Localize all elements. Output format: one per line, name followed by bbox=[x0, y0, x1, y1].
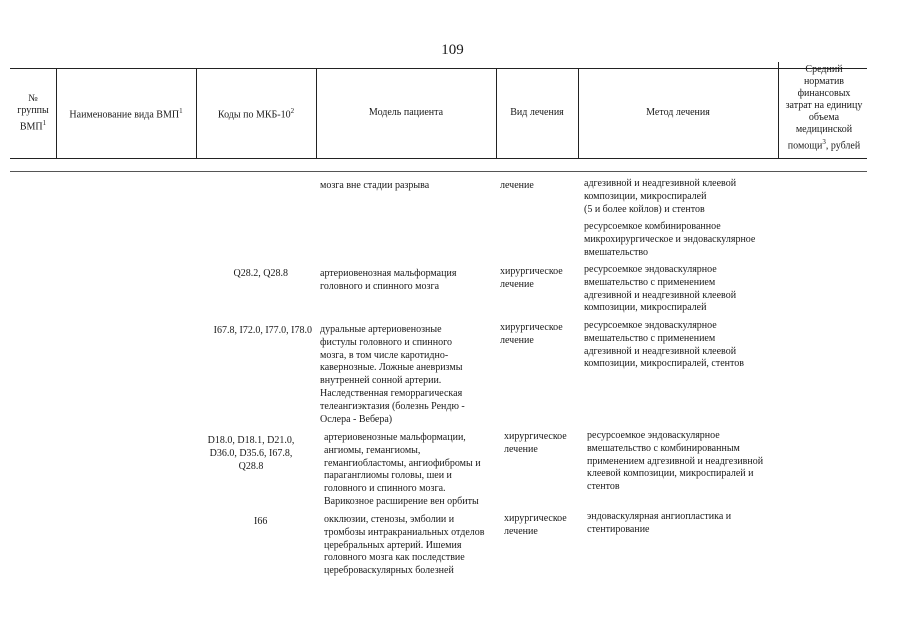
row5-patient-model: артериовенозные мальформации, ангиомы, гемангиомы, гемангиобластомы, ангиофибромы и параганглиомы головы, шеи и головного и спинного мозга. Варикозное расширение вен орбиты bbox=[324, 432, 481, 507]
row3-treatment-type: хирургическое лечение bbox=[500, 266, 563, 290]
header-cost-norm: Средний норматив финансовых затрат на единицу объема медицинской помощи$^3$, рублей bbox=[785, 63, 863, 152]
body-top-border bbox=[10, 171, 867, 172]
row5-treatment-method: ресурсоемкое эндоваскулярное вмешательство с комбинированным применением адгезивной и неадгезивной клеевой композиции, микроспиралей и стентов bbox=[587, 430, 764, 493]
row3-treatment-method: ресурсоемкое эндоваскулярное вмешательство с применением адгезивной и неадгезивной клеевой композиции, микроспиралей bbox=[584, 264, 737, 314]
row4-icd-codes: I67.8, I72.0, I77.0, I78.0 bbox=[213, 325, 312, 336]
row4-treatment-method: ресурсоемкое эндоваскулярное вмешательство с применением адгезивной и неадгезивной клеевой композиции, микроспиралей, стентов bbox=[584, 320, 744, 370]
header-treatment-type: Вид лечения bbox=[510, 107, 564, 118]
header-group-number: № группы ВМП$^1$ bbox=[17, 92, 49, 133]
header-patient-model: Модель пациента bbox=[368, 107, 444, 118]
row6-treatment-type: хирургическое лечение bbox=[504, 513, 567, 537]
row2-treatment-method: ресурсоемкое комбинированное микрохирургическое и эндоваскулярное вмешательство bbox=[584, 221, 756, 258]
row3-icd-codes: Q28.2, Q28.8 bbox=[233, 268, 288, 279]
row1-treatment-method: адгезивной и неадгезивной клеевой композиции, микроспиралей (5 и более койлов) и стентов bbox=[584, 178, 737, 215]
row4-treatment-type: хирургическое лечение bbox=[500, 322, 563, 346]
header-treatment-method: Метод лечения bbox=[646, 107, 710, 118]
header-bottom-border bbox=[10, 158, 867, 159]
header-vmp-name: Наименование вида ВМП$^1$ bbox=[69, 106, 183, 121]
row6-treatment-method: эндоваскулярная ангиопластика и стентирование bbox=[587, 511, 732, 535]
page-number: 109 bbox=[441, 42, 464, 58]
row6-patient-model: окклюзии, стенозы, эмболии и тромбозы интракраниальных отделов церебральных артерий. Ишемия головного мозга как последствие цереброваскулярных болезней bbox=[324, 514, 485, 577]
row5-icd-codes: D18.0, D18.1, D21.0, D36.0, D35.6, I67.8, Q28.8 bbox=[207, 435, 295, 472]
row6-icd-codes: I66 bbox=[254, 516, 268, 527]
row1-treatment-type: лечение bbox=[500, 180, 534, 191]
row4-patient-model: дуральные артериовенозные фистулы головного и спинного мозга, в том числе каротидно- кавернозные. Ложные аневризмы внутренней сонной артерии. Наследственная геморрагическая телеангиэктазия (болезнь Рендю - Ослера - Вебера) bbox=[320, 324, 465, 425]
header-icd-codes: Коды по МКБ-$10^2$ bbox=[217, 106, 295, 121]
row3-patient-model: артериовенозная мальформация головного и спинного мозга bbox=[320, 268, 457, 292]
row1-patient-model: мозга вне стадии разрыва bbox=[320, 180, 430, 191]
row5-treatment-type: хирургическое лечение bbox=[504, 431, 567, 455]
